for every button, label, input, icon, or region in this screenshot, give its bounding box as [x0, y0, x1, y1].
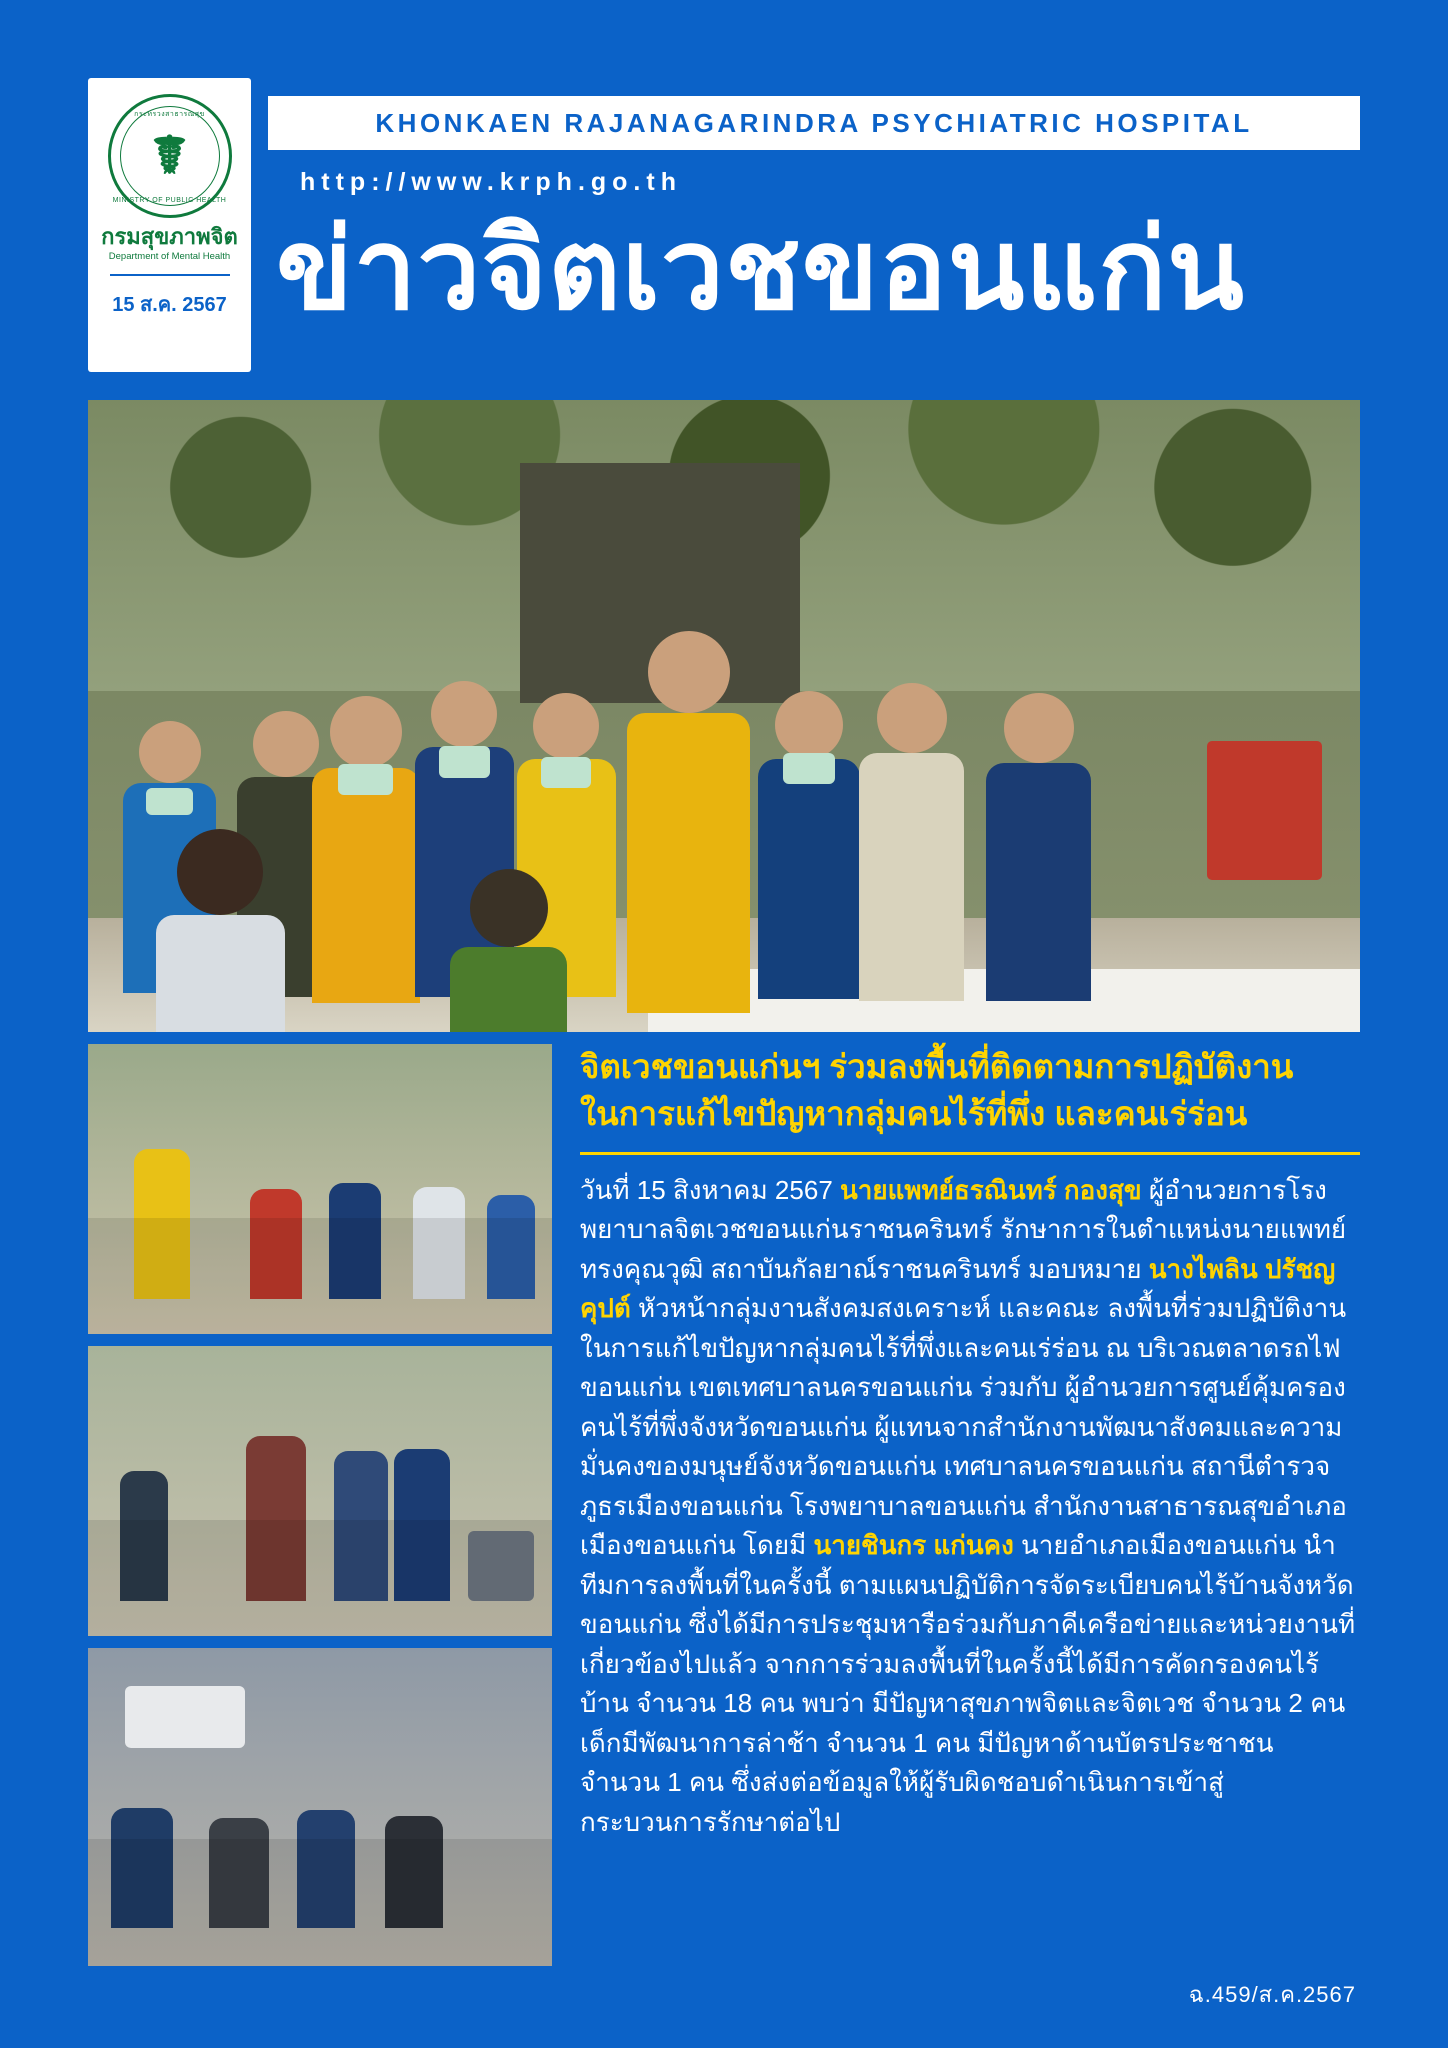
- caduceus-icon: [108, 94, 232, 218]
- hero-person: [330, 696, 402, 931]
- article-headline: [580, 1044, 1360, 1138]
- thumb-meeting-table: [88, 1044, 552, 1334]
- hero-chair: [1207, 741, 1321, 880]
- hero-person: [877, 683, 947, 931]
- hero-person: [775, 691, 843, 931]
- hero-person-director: [648, 631, 730, 931]
- hospital-name-bar: [268, 96, 1360, 150]
- issue-code: ฉ.459/ส.ค.2567: [1188, 1982, 1356, 2007]
- department-name-en: Department of Mental Health: [108, 251, 231, 262]
- headline-divider: [580, 1152, 1360, 1155]
- article: [580, 1044, 1360, 1842]
- masthead-title: ข่าวจิตเวชขอนแก่น: [276, 207, 1245, 332]
- date-badge: 15 ส.ค. 2567: [112, 294, 227, 316]
- article-body: วันที่ 15 สิงหาคม 2567 นายแพทย์ธรณินทร์ กองสุข ผู้อำนวยการโรงพยาบาลจิตเวชขอนแก่นราชนครินทร์ รักษาการในตำแหน่งนายแพทย์ทรงคุณวุฒิ สถาบันกัลยาณ์ราชนครินทร์ มอบหมาย นางไพลิน ปรัชญคุปต์ หัวหน้ากลุ่มงานสังคมสงเคราะห์ และคณะ ลงพื้นที่ร่วมปฏิบัติงานในการแก้ไขปัญหากลุ่มคนไร้ที่พึ่งและคนเร่ร่อน ณ บริเวณตลาดรถไฟขอนแก่น เขตเทศบาลนครขอนแก่น ร่วมกับ ผู้อำนวยการศูนย์คุ้มครองคนไร้ที่พึ่งจังหวัดขอนแก่น ผู้แทนจากสำนักงานพัฒนาสังคมและความมั่นคงของมนุษย์จังหวัดขอนแก่น เทศบาลนครขอนแก่น สถานีตำรวจภูธรเมืองขอนแก่น โรงพยาบาลขอนแก่น สำนักงานสาธารณสุขอำเภอเมืองขอนแก่น โดยมี นายชินกร แก่นคง นายอำเภอเมืองขอนแก่น นำทีมการลงพื้นที่ในครั้งนี้ ตามแผนปฏิบัติการจัดระเบียบคนไร้บ้านจังหวัดขอนแก่น ซึ่งได้มีการประชุมหารือร่วมกับภาคีเครือข่ายและหน่วยงานที่เกี่ยวข้องไปแล้ว จากการร่วมลงพื้นที่ในครั้งนี้ได้มีการคัดกรองคนไร้บ้าน จำนวน 18 คน พบว่า มีปัญหาสุขภาพจิตและจิตเวช จำนวน 2 คน เด็กมีพัฒนาการล่าช้า จำนวน 1 คน มีปัญหาด้านบัตรประชาชน จำนวน 1 คน ซึ่งส่งต่อข้อมูลให้ผู้รับผิดชอบดำเนินการเข้าสู่กระบวนการรักษาต่อไป: [580, 1174, 1356, 1837]
- hero-person: [253, 711, 319, 931]
- emblem-ring-text-bottom: MINISTRY OF PUBLIC HEALTH: [112, 197, 227, 204]
- hero-person-foreground: [177, 829, 263, 1019]
- website-url[interactable]: http://www.krph.go.th: [300, 168, 682, 196]
- hero-photo: [88, 400, 1360, 1032]
- hospital-name-en: KHONKAEN RAJANAGARINDRA PSYCHIATRIC HOSPITAL: [375, 107, 1253, 138]
- hero-person-seated: [470, 869, 548, 1019]
- header: [0, 0, 1448, 390]
- logo-divider: [110, 274, 230, 276]
- hero-person: [1004, 693, 1074, 931]
- headline-line-2: ในการแก้ไขปัญหากลุ่มคนไร้ที่พึ่ง และคนเร่ร่อน: [580, 1094, 1248, 1132]
- ministry-logo-card: [88, 78, 251, 372]
- headline-line-1: จิตเวชขอนแก่นฯ ร่วมลงพื้นที่ติดตามการปฏิบัติงาน: [580, 1048, 1294, 1085]
- emblem-ring-text-top: กระทรวงสาธารณสุข: [134, 111, 205, 118]
- thumb-roadside-screening: [88, 1648, 552, 1966]
- thumb-street-interview: [88, 1346, 552, 1636]
- department-name-th: กรมสุขภาพจิต: [101, 224, 238, 249]
- caduceus-glyph: ☤: [152, 127, 187, 185]
- emblem-inner-ring: [120, 106, 220, 206]
